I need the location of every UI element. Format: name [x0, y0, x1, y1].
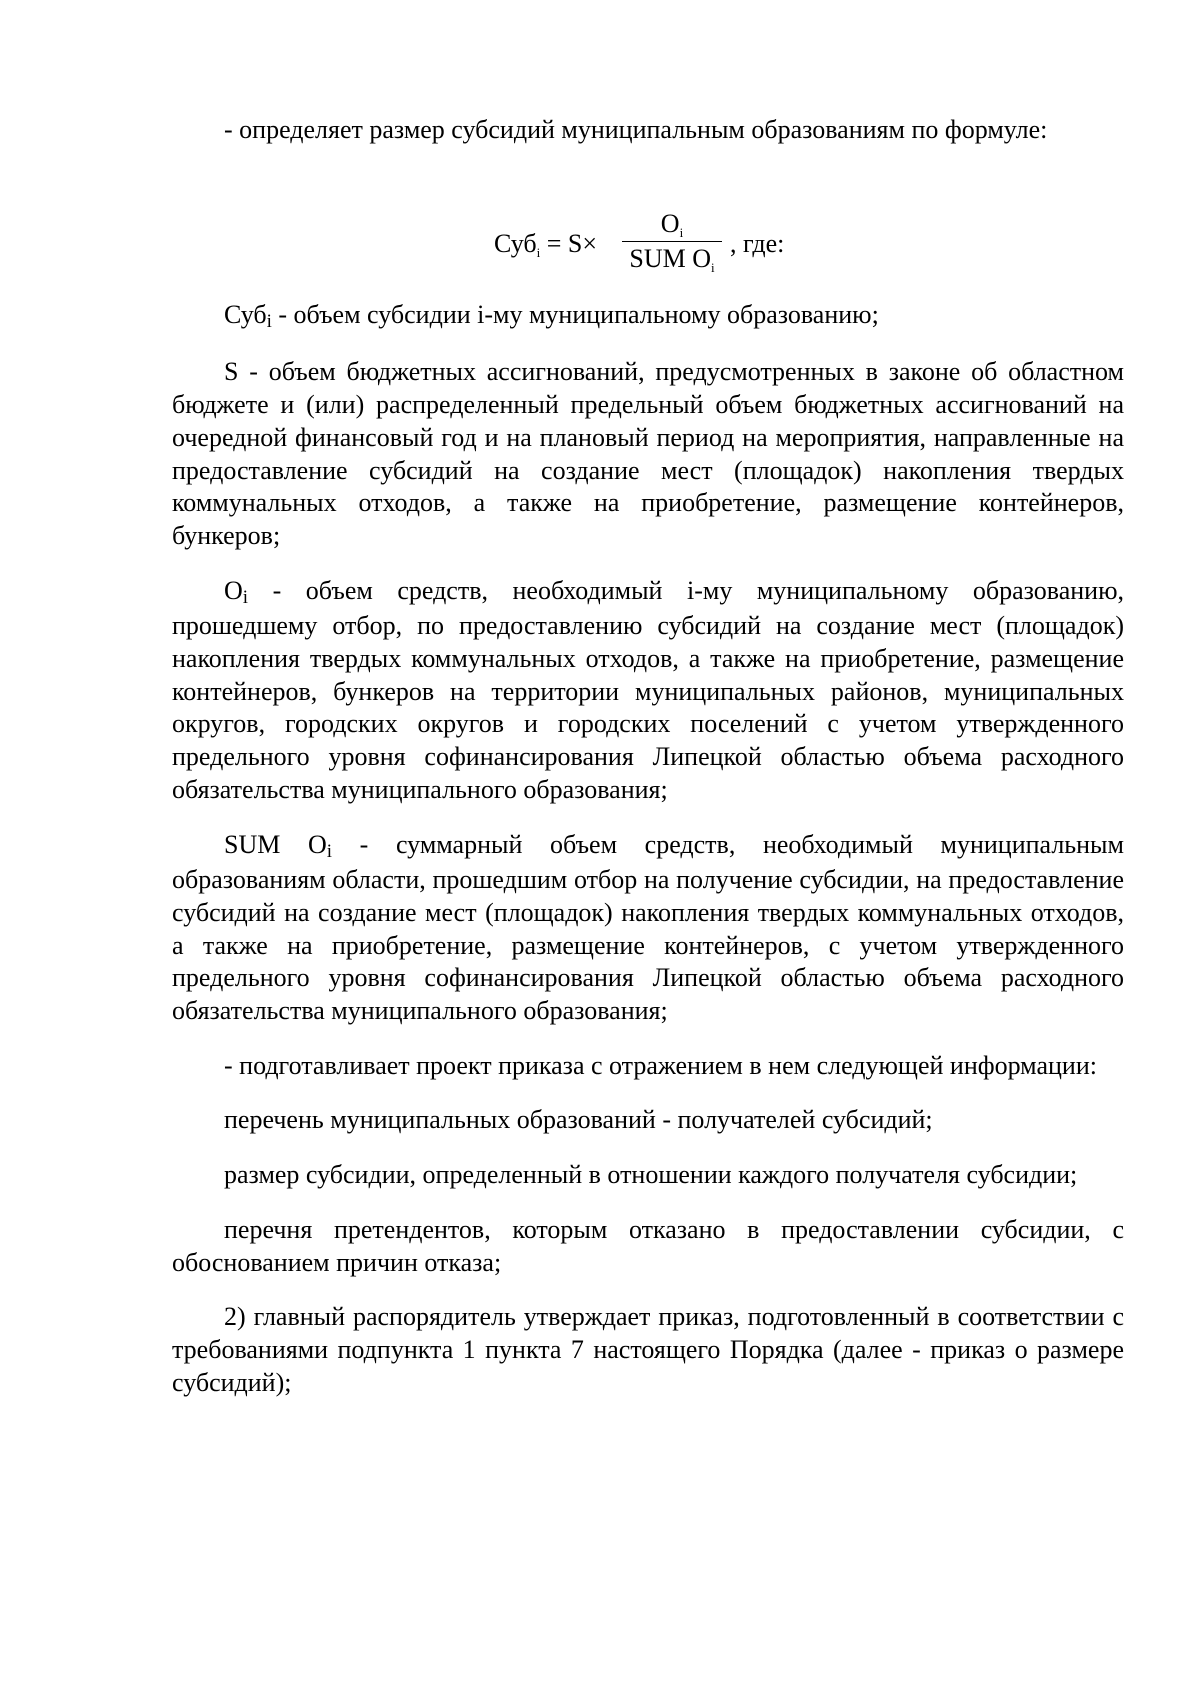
definition-sum-oi: SUM Oi - суммарный объем средств, необходимый муниципальным образованиям области, прошедшим отбор на получение субсидии, на предоставление субсидий на создание мест (площадок) накопления твердых коммунальных отходов, а также на приобретение, размещение контейнеров, с учетом утвержденного предельного уровня софинансирования Липецкой областью объема расходного обязательства муниципального образования; [172, 829, 1124, 1026]
formula-fraction [622, 209, 722, 278]
formula-numerator: Oi [660, 208, 684, 240]
list-item-amount: размер субсидии, определенный в отношении каждого получателя субсидии; [224, 1160, 1078, 1190]
definition-s: S - объем бюджетных ассигнований, предусмотренных в законе об областном бюджете и (или) распределенный предельный объем бюджетных ассигнований на очередной финансовый год и на плановый период на мероприятия, направленные на предоставление субсидий на создание мест (площадок) накопления твердых коммунальных отходов, а также на приобретение, размещение контейнеров, бункеров; [172, 357, 1124, 550]
list-item-recipients: перечень муниципальных образований - получателей субсидий; [224, 1105, 933, 1135]
intro-paragraph: - определяет размер субсидий муниципальным образованиям по формуле: [224, 115, 1048, 144]
definition-sub: Субi - объем субсидии i-му муниципальному образованию; [224, 299, 879, 332]
prepare-paragraph: - подготавливает проект приказа с отражением в нем следующей информации: [224, 1050, 1097, 1080]
item-2-paragraph: 2) главный распорядитель утверждает приказ, подготовленный в соответствии с требованиями подпункта 1 пункта 7 настоящего Порядка (далее - приказ о размере субсидий); [172, 1302, 1124, 1397]
formula-lhs-sub: i [536, 244, 541, 260]
formula-tail: , где: [730, 228, 785, 258]
subsidy-formula [172, 149, 1124, 299]
list-item-refusals: перечня претендентов, которым отказано в предоставлении субсидии, с обоснованием причин отказа; [172, 1214, 1124, 1277]
formula-lhs-base: Суб [494, 228, 537, 258]
definition-oi: Oi - объем средств, необходимый i-му муниципальному образованию, прошедшему отбор, по предоставлению субсидий на создание мест (площадок) накопления твердых коммунальных отходов, а также на приобретение, размещение контейнеров, бункеров на территории муниципальных районов, муниципальных округов, городских округов и городских поселений с учетом утвержденного предельного уровня софинансирования Липецкой областью объема расходного обязательства муниципального образования; [172, 575, 1124, 804]
formula-equals: = S× [540, 228, 598, 258]
formula-lhs [494, 229, 597, 263]
formula-denominator: SUM Oi [629, 243, 715, 275]
